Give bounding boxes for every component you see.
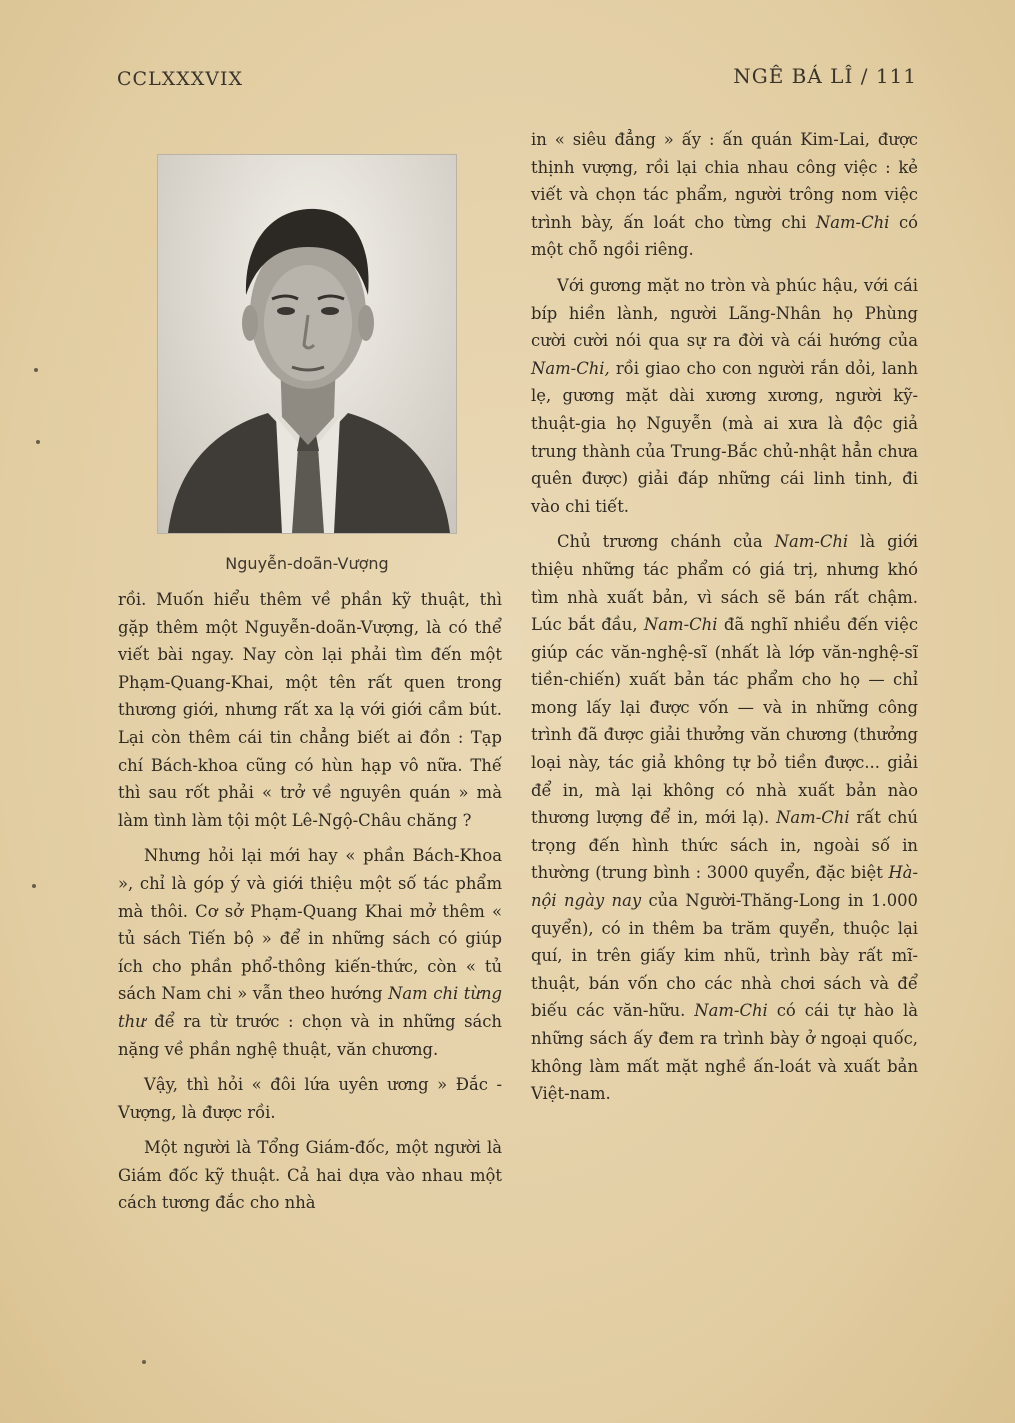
- book-title: Nam chi từng thư: [118, 984, 502, 1031]
- publisher-name: Nam-Chi: [815, 212, 890, 232]
- left-paragraph-2: Nhưng hỏi lại mới hay « phần Bách-Khoa », chỉ là góp ý và giới thiệu một số tác phẩm mà thôi. Cơ sở Phạm-Quang Khai mở thêm « tủ sách Tiến bộ » để in những sách có giúp ích cho phần phổ-thông kiến-thức, còn « tủ sách Nam chi » vẫn theo hướng Nam chi từng thư để ra từ trước : chọn và in những sách nặng về phần nghệ thuật, văn chương.: [118, 846, 502, 1059]
- left-column: [118, 586, 502, 1225]
- right-column: [531, 126, 918, 1116]
- publisher-name: Nam-Chi: [694, 1001, 768, 1021]
- photo-caption: Nguyễn-doãn-Vượng: [225, 554, 389, 573]
- left-paragraph-1: rồi. Muốn hiểu thêm về phần kỹ thuật, thì gặp thêm một Nguyễn-doãn-Vượng, là có thể viết bài ngay. Nay còn lại phải tìm đến một Phạm-Quang-Khai, một tên rất quen trong thương giới, nhưng rất xa lạ với giới cầm bút. Lại còn thêm cái tin chẳng biết ai đồn : Tạp chí Bách-khoa cũng có hùn hạp vô nữa. Thế thì sau rốt phải « trở về nguyên quán » mà làm tình làm tội một Lê-Ngộ-Châu chăng ?: [118, 590, 502, 830]
- left-paragraph-4: Một người là Tổng Giám-đốc, một người là Giám đốc kỹ thuật. Cả hai dựa vào nhau một cách tương đắc cho nhà: [118, 1138, 502, 1213]
- right-paragraph-2: Với gương mặt no tròn và phúc hậu, với cái bíp hiền lành, người Lãng-Nhân họ Phùng cười cười nói qua sự ra đời và cái hướng của Nam-Chi, rồi giao cho con người rắn dỏi, lanh lẹ, gương mặt dài xương xương, người kỹ-thuật-gia họ Nguyễn (mà ai xưa là độc giả trung thành của Trung-Bắc chủ-nhật hẳn chưa quên được) giải đáp những cái linh tinh, đi vào chi tiết.: [531, 275, 918, 516]
- paper-speck: [36, 440, 40, 444]
- book-title: Hà-nội ngày nay: [531, 863, 918, 911]
- paper-speck: [142, 1360, 146, 1364]
- right-paragraph-3: Chủ trương chánh của Nam-Chi là giới thiệu những tác phẩm có giá trị, nhưng khó tìm nhà xuất bản, vì sách sẽ bán rất chậm. Lúc bắt đầu, Nam-Chi đã nghĩ nhiều đến việc giúp các văn-nghệ-sĩ (nhất là lớp văn-nghệ-sĩ tiền-chiến) xuất bản tác phẩm cho họ — chỉ mong lấy lại được vốn — và in những công trình đã được giải thưởng văn chương (thưởng loại này, tác giả không tự bỏ tiền được... giải để in, mà lại không có nhà xuất bản nào thương lượng để in, mới lạ). Nam-Chi rất chú trọng đến hình thức sách in, ngoài số in thường (trung bình : 3000 quyển, đặc biệt Hà-nội ngày nay của Người-Thăng-Long in 1.000 quyển), có in thêm ba trăm quyển, thuộc lại quí, in trên giấy kim nhũ, trình bày rất mĩ-thuật, bán vốn cho các nhà chơi sách và để biếu các văn-hữu. Nam-Chi có cái tự hào là những sách ấy đem ra trình bày ở ngoại quốc, không làm mất mặt nghề ấn-loát và xuất bản Việt-nam.: [531, 532, 918, 1104]
- publisher-name: Nam-Chi: [643, 615, 718, 635]
- publisher-name: Nam-Chi: [776, 808, 850, 828]
- portrait-figure: [158, 155, 456, 533]
- right-paragraph-1: in « siêu đẳng » ấy : ấn quán Kim-Lai, được thịnh vượng, rồi lại chia nhau công việc : kẻ viết và chọn tác phẩm, người trông nom việc trình bày, ấn loát cho từng chi Nam-Chi có một chỗ ngồi riêng.: [531, 130, 918, 260]
- paper-speck: [34, 368, 38, 372]
- publisher-name: Nam-Chi: [774, 532, 849, 552]
- portrait-photo: [158, 155, 456, 533]
- paper-speck: [32, 884, 36, 888]
- publisher-name: Nam-Chi,: [531, 358, 610, 378]
- page-header-title-number: NGÊ BÁ LÎ / 111: [733, 64, 917, 88]
- left-paragraph-3: Vậy, thì hỏi « đôi lứa uyên ương » Đắc - Vượng, là được rồi.: [118, 1075, 502, 1122]
- page-header-issue: CCLXXXVIX: [117, 68, 244, 90]
